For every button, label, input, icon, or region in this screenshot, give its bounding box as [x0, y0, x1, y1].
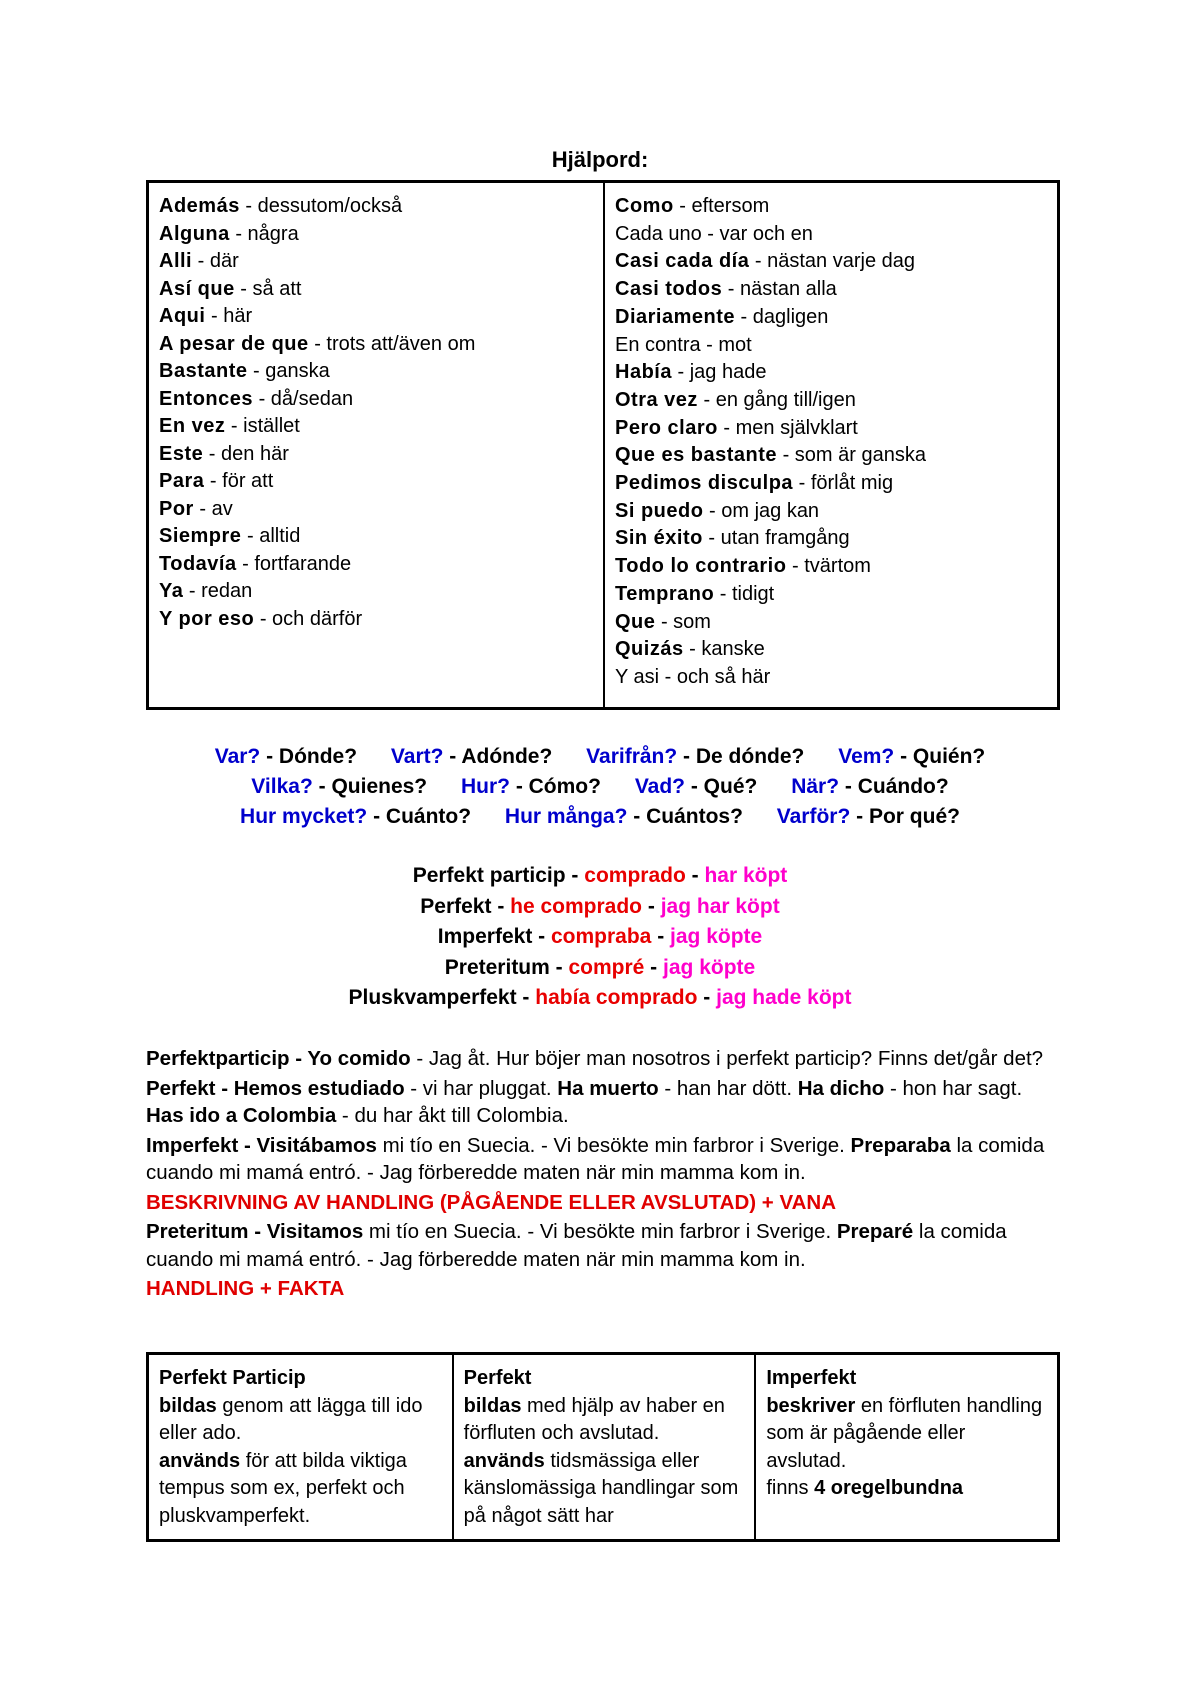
tense-separator: -	[651, 925, 671, 948]
vocab-term: Quizás	[615, 638, 684, 661]
vocab-row	[159, 221, 593, 249]
question-sv: Vem?	[838, 745, 895, 768]
question-sv: Hur många?	[504, 805, 628, 828]
vocab-term: Pedimos disculpa	[615, 472, 794, 495]
note-text: la comida cuando mi mamá entró. - Jag förberedde maten när min mamma kom in.	[146, 1220, 1007, 1271]
vocab-translation: - förlåt mig	[793, 472, 894, 495]
vocab-row	[615, 525, 1047, 553]
vocab-row	[159, 468, 593, 496]
vocab-row	[615, 359, 1047, 387]
note-text: - du har åkt till Colombia.	[336, 1104, 569, 1127]
cell-heading: Perfekt	[463, 1367, 532, 1389]
vocab-translation: - som	[655, 610, 711, 633]
tense-separator: -	[697, 986, 717, 1009]
tense-name: Perfekt -	[420, 894, 511, 918]
vocabulary-column-left	[149, 183, 603, 707]
tense-separator: -	[685, 864, 705, 887]
note-text: mi tío en Suecia. - Vi besökte min farbror i Sverige.	[376, 1133, 851, 1157]
vocab-row	[159, 441, 593, 469]
vocabulary-table	[146, 180, 1060, 710]
tense-swedish: har köpt	[704, 864, 788, 887]
note-perfektparticip	[146, 1045, 1060, 1073]
vocab-term: Alli	[159, 250, 193, 272]
vocab-term: Este	[159, 442, 204, 465]
vocab-term: Casi cada día	[615, 250, 750, 273]
tense-line	[0, 861, 1200, 892]
note-text: - hon har sagt.	[884, 1076, 1023, 1100]
question-pair	[777, 802, 960, 832]
vocab-term: Si puedo	[615, 499, 704, 522]
vocab-translation: - nästan alla	[722, 278, 837, 301]
question-sv: Hur?	[460, 775, 510, 798]
vocab-row	[615, 193, 1047, 221]
question-sv: När?	[791, 775, 840, 798]
vocab-translation: - några	[229, 222, 299, 245]
cell-heading: Perfekt Particip	[159, 1367, 306, 1389]
tense-line	[0, 983, 1200, 1014]
cell-keyword: 4 oregelbundna	[814, 1477, 964, 1499]
note-bold: Preparé	[836, 1220, 914, 1243]
question-pair	[635, 772, 758, 802]
vocab-translation: - för att	[204, 470, 274, 492]
question-line	[0, 772, 1200, 802]
question-sv: Vad?	[634, 775, 685, 798]
vocab-row	[159, 413, 593, 441]
preteritum-rule: HANDLING + FAKTA	[146, 1277, 345, 1300]
question-es: - Dónde?	[260, 745, 358, 768]
grammar-notes	[146, 1045, 1060, 1305]
vocab-term: A pesar de que	[159, 332, 309, 355]
vocab-term: Como	[615, 195, 674, 217]
vocab-row	[615, 581, 1047, 609]
page-title: Hjälpord:	[551, 147, 649, 172]
vocab-term: Alguna	[159, 222, 230, 245]
vocab-translation: - en gång till/igen	[697, 388, 856, 411]
vocab-term: Entonces	[159, 387, 254, 410]
vocab-translation: - då/sedan	[253, 387, 354, 410]
question-words	[0, 742, 1200, 832]
vocab-term: Siempre	[159, 525, 242, 547]
vocab-translation: Y asi - och så här	[615, 665, 771, 688]
vocab-row	[159, 523, 593, 551]
question-pair	[240, 802, 471, 832]
question-es: - Cuándo?	[839, 775, 949, 798]
vocab-row	[159, 496, 593, 524]
question-pair	[586, 742, 804, 772]
tense-swedish: jag köpte	[663, 955, 756, 979]
vocab-term: Que es bastante	[615, 444, 778, 467]
vocab-term: Casi todos	[615, 278, 723, 301]
note-bold: Preteritum - Visitamos	[146, 1220, 364, 1243]
vocab-term: En vez	[159, 415, 226, 437]
question-es: - Adónde?	[443, 745, 553, 768]
vocab-row	[615, 498, 1047, 526]
question-es: - Quienes?	[312, 775, 428, 798]
note-text: mi tío en Suecia. - Vi besökte min farbror i Sverige.	[363, 1220, 837, 1243]
cell-keyword: används	[159, 1449, 241, 1472]
vocab-translation: - trots att/även om	[308, 332, 476, 355]
cell-text: tidsmässiga eller känslomässiga handlingar som på något sätt har	[463, 1449, 739, 1527]
tense-spanish: he comprado	[510, 894, 643, 918]
vocab-row	[615, 221, 1047, 249]
vocab-translation: - nästan varje dag	[749, 250, 915, 273]
tense-swedish: jag hade köpt	[716, 986, 852, 1009]
vocab-row	[159, 276, 593, 304]
question-sv: Varifrån?	[586, 745, 678, 768]
grammar-cell-perfekt	[452, 1355, 755, 1539]
vocab-translation: - om jag kan	[703, 499, 820, 522]
note-bold: Imperfekt - Visitábamos	[146, 1133, 377, 1157]
vocab-row	[615, 553, 1047, 581]
cell-keyword: bildas	[463, 1394, 522, 1417]
vocab-term: Ya	[159, 580, 184, 602]
vocab-row	[159, 578, 593, 606]
vocabulary-column-right	[603, 183, 1057, 707]
vocab-translation: Cada uno - var och en	[615, 222, 813, 245]
vocab-translation: - eftersom	[673, 195, 770, 217]
vocab-translation: - redan	[183, 580, 253, 602]
vocab-translation: - dessutom/också	[239, 195, 403, 217]
note-bold: Perfekt - Hemos estudiado	[146, 1076, 405, 1100]
vocab-translation: - tidigt	[714, 582, 775, 605]
tense-swedish: jag köpte	[670, 925, 763, 948]
note-text: - vi har pluggat.	[404, 1076, 558, 1100]
vocab-term: Y por eso	[159, 607, 255, 630]
cell-keyword: används	[463, 1449, 545, 1472]
vocab-row	[615, 442, 1047, 470]
cell-heading: Imperfekt	[766, 1367, 857, 1389]
vocab-term: Sin éxito	[615, 527, 703, 550]
tense-examples	[0, 861, 1200, 1014]
vocab-row	[159, 248, 593, 276]
vocab-translation: - kanske	[683, 638, 765, 661]
vocab-translation: - men självklart	[717, 416, 858, 439]
note-bold: Ha muerto	[557, 1076, 659, 1100]
note-text: - han har dött.	[658, 1076, 798, 1100]
question-es: - Quién?	[894, 745, 986, 768]
tense-line	[0, 953, 1200, 984]
tense-swedish: jag har köpt	[660, 894, 780, 918]
question-es: - Por qué?	[850, 805, 960, 828]
vocab-translation: - fortfarande	[236, 552, 352, 575]
vocab-term: Todavía	[159, 552, 237, 575]
vocab-row	[615, 636, 1047, 664]
vocab-term: Para	[159, 470, 205, 492]
vocab-row	[159, 358, 593, 386]
note-perfekt	[146, 1075, 1060, 1130]
question-pair	[215, 742, 357, 772]
tense-name: Imperfekt -	[437, 925, 551, 948]
vocab-translation: - istället	[225, 415, 300, 437]
note-text: la comida cuando mi mamá entró. - Jag förberedde maten när min mamma kom in.	[146, 1133, 1045, 1184]
note-text: - Jag åt. Hur böjer man nosotros i perfekt particip? Finns det/går det?	[410, 1047, 1044, 1070]
vocab-term: Que	[615, 610, 656, 633]
vocab-translation: - alltid	[241, 525, 301, 547]
vocab-term: Diariamente	[615, 305, 735, 328]
tense-spanish: comprado	[584, 864, 686, 887]
question-pair	[461, 772, 601, 802]
vocab-row	[615, 332, 1047, 360]
question-pair	[505, 802, 743, 832]
cell-text: för att bilda viktiga tempus som ex, perfekt och pluskvamperfekt.	[159, 1449, 407, 1527]
tense-spanish: compré	[568, 955, 645, 979]
cell-text: finns	[766, 1477, 809, 1499]
vocab-row	[159, 606, 593, 634]
tense-separator: -	[644, 955, 664, 979]
question-es: - Qué?	[685, 775, 758, 798]
vocab-term: Pero claro	[615, 416, 718, 439]
cell-text: en förfluten handling som är pågående eller avslutad.	[766, 1394, 1043, 1472]
vocab-row	[615, 248, 1047, 276]
vocab-row	[615, 276, 1047, 304]
grammar-table	[146, 1352, 1060, 1542]
vocab-translation: - tvärtom	[786, 555, 871, 578]
question-es: - Cuánto?	[367, 805, 472, 828]
vocab-term: Bastante	[159, 360, 248, 382]
question-pair	[391, 742, 552, 772]
vocab-row	[159, 331, 593, 359]
grammar-cell-perfekt-particip	[149, 1355, 452, 1539]
tense-line	[0, 892, 1200, 923]
vocab-term: Por	[159, 497, 194, 520]
vocab-row	[615, 304, 1047, 332]
note-bold: Ha dicho	[797, 1076, 885, 1100]
vocab-row	[159, 193, 593, 221]
vocab-term: Otra vez	[615, 388, 698, 411]
vocab-row	[159, 386, 593, 414]
tense-name: Preteritum -	[444, 955, 569, 979]
question-es: - Cómo?	[509, 775, 601, 798]
note-preteritum	[146, 1218, 1060, 1273]
vocab-term: Temprano	[615, 582, 715, 605]
question-sv: Vilka?	[251, 775, 313, 798]
vocab-row	[615, 415, 1047, 443]
question-sv: Vart?	[390, 745, 444, 768]
vocab-translation: - där	[192, 250, 239, 272]
vocab-term: Así que	[159, 277, 235, 300]
vocab-translation: - här	[205, 305, 253, 327]
tense-name: Pluskvamperfekt -	[348, 986, 536, 1009]
vocab-translation: - av	[193, 497, 233, 520]
question-es: - De dónde?	[677, 745, 805, 768]
question-pair	[838, 742, 985, 772]
cell-text: med hjälp av haber en förfluten och avslutad.	[463, 1394, 725, 1444]
question-sv: Var?	[214, 745, 261, 768]
vocab-row	[615, 664, 1047, 692]
tense-separator: -	[642, 894, 661, 918]
note-imperfekt	[146, 1132, 1060, 1187]
vocab-translation: - ganska	[247, 360, 330, 382]
cell-text: genom att lägga till ido eller ado.	[159, 1394, 423, 1444]
vocab-term: Además	[159, 195, 240, 217]
question-pair	[251, 772, 427, 802]
vocab-row	[159, 551, 593, 579]
vocab-term: Todo lo contrario	[615, 555, 787, 578]
vocab-term: Aqui	[159, 305, 206, 327]
vocab-row	[615, 387, 1047, 415]
tense-spanish: había comprado	[535, 986, 698, 1009]
note-bold: Has ido a Colombia	[146, 1104, 337, 1127]
vocab-row	[159, 303, 593, 331]
question-pair	[791, 772, 949, 802]
vocab-translation: - jag hade	[671, 361, 767, 384]
note-bold: Preparaba	[850, 1133, 951, 1157]
vocab-translation: - dagligen	[735, 305, 829, 328]
cell-keyword: bildas	[159, 1394, 217, 1417]
note-bold: Perfektparticip - Yo comido	[146, 1047, 411, 1070]
tense-spanish: compraba	[550, 925, 652, 948]
question-line	[0, 802, 1200, 832]
imperfekt-rule: BESKRIVNING AV HANDLING (PÅGÅENDE ELLER AVSLUTAD) + VANA	[146, 1190, 837, 1214]
vocab-translation: - utan framgång	[702, 527, 850, 550]
question-sv: Varför?	[776, 805, 851, 828]
question-es: - Cuántos?	[627, 805, 743, 828]
vocab-translation: En contra - mot	[615, 333, 752, 356]
vocab-term: Había	[615, 361, 672, 384]
vocab-translation: - så att	[234, 277, 302, 300]
vocab-translation: - och därför	[254, 607, 363, 630]
question-sv: Hur mycket?	[240, 805, 368, 828]
vocab-translation: - som är ganska	[777, 444, 926, 467]
vocab-translation: - den här	[203, 442, 289, 465]
grammar-cell-imperfekt	[754, 1355, 1057, 1539]
tense-name: Perfekt particip -	[412, 864, 585, 887]
question-line	[0, 742, 1200, 772]
cell-keyword: beskriver	[766, 1394, 856, 1417]
vocab-row	[615, 609, 1047, 637]
vocab-row	[615, 470, 1047, 498]
tense-line	[0, 922, 1200, 953]
